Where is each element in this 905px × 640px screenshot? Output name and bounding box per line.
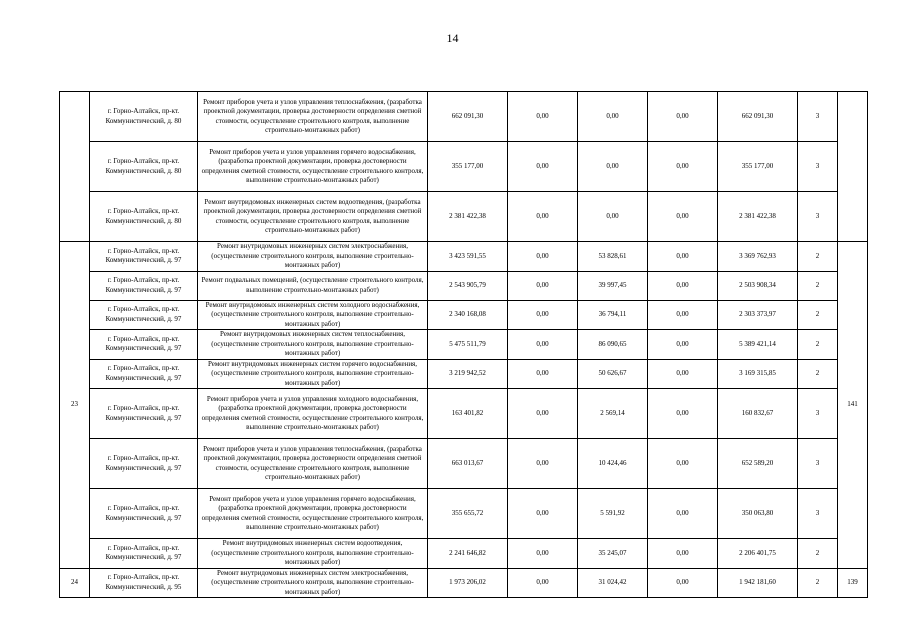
cost-column-1-cell: 0,00 — [508, 92, 578, 142]
cost-column-2-cell: 53 828,61 — [578, 242, 648, 272]
address-cell: г. Горно-Алтайск, пр-кт. Коммунистический, д. 97 — [90, 489, 198, 539]
group-last-cell: 139 — [838, 568, 868, 598]
period-cell: 2 — [798, 539, 838, 569]
cost-column-1-cell: 0,00 — [508, 192, 578, 242]
table-row — [60, 568, 868, 598]
cost-column-1-cell: 0,00 — [508, 359, 578, 389]
cost-column-1-cell: 0,00 — [508, 389, 578, 439]
cost-column-1-cell: 0,00 — [508, 330, 578, 360]
cost-column-3-cell: 0,00 — [648, 271, 718, 300]
cost-column-4-cell: 3 369 762,93 — [718, 242, 798, 272]
cost-column-2-cell: 5 591,92 — [578, 489, 648, 539]
work-description-cell: Ремонт приборов учета и узлов управления горячего водоснабжения, (разработка проектной документации, проверка достоверности определения сметной стоимости, осуществление строительного контроля, выполнение строительно-монтажных работ) — [198, 489, 428, 539]
period-cell: 3 — [798, 192, 838, 242]
cost-column-3-cell: 0,00 — [648, 489, 718, 539]
period-cell: 3 — [798, 439, 838, 489]
period-cell: 3 — [798, 389, 838, 439]
period-cell: 3 — [798, 489, 838, 539]
cost-column-2-cell: 0,00 — [578, 92, 648, 142]
work-description-cell: Ремонт приборов учета и узлов управления холодного водоснабжения, (разработка проектной документации, проверка достоверности определения сметной стоимости, осуществление строительного контроля, выполнение строительно-монтажных работ) — [198, 389, 428, 439]
work-description-cell: Ремонт внутридомовых инженерных систем электроснабжения, (осуществление строительного контроля, выполнение строительно-монтажных работ) — [198, 242, 428, 272]
period-cell: 3 — [798, 92, 838, 142]
cost-column-1-cell: 0,00 — [508, 300, 578, 330]
work-description-cell: Ремонт внутридомовых инженерных систем электроснабжения, (осуществление строительного контроля, выполнение строительно-монтажных работ) — [198, 568, 428, 598]
total-cost-cell: 3 423 591,55 — [428, 242, 508, 272]
table-row — [60, 330, 868, 360]
cost-column-3-cell: 0,00 — [648, 330, 718, 360]
period-cell: 3 — [798, 142, 838, 192]
table-row — [60, 242, 868, 272]
cost-column-2-cell: 39 997,45 — [578, 271, 648, 300]
cost-column-4-cell: 160 832,67 — [718, 389, 798, 439]
cost-column-3-cell: 0,00 — [648, 300, 718, 330]
address-cell: г. Горно-Алтайск, пр-кт. Коммунистический, д. 97 — [90, 300, 198, 330]
cost-column-3-cell: 0,00 — [648, 539, 718, 569]
address-cell: г. Горно-Алтайск, пр-кт. Коммунистический, д. 97 — [90, 439, 198, 489]
cost-column-3-cell: 0,00 — [648, 192, 718, 242]
cost-column-4-cell: 2 206 401,75 — [718, 539, 798, 569]
cost-column-1-cell: 0,00 — [508, 568, 578, 598]
cost-column-4-cell: 1 942 181,60 — [718, 568, 798, 598]
cost-column-3-cell: 0,00 — [648, 142, 718, 192]
cost-column-1-cell: 0,00 — [508, 539, 578, 569]
work-description-cell: Ремонт внутридомовых инженерных систем холодного водоснабжения, (осуществление строительного контроля, выполнение строительно-монтажных работ) — [198, 300, 428, 330]
page-number: 14 — [446, 31, 459, 45]
cost-column-1-cell: 0,00 — [508, 489, 578, 539]
total-cost-cell: 355 177,00 — [428, 142, 508, 192]
total-cost-cell: 662 091,30 — [428, 92, 508, 142]
work-description-cell: Ремонт подвальных помещений, (осуществление строительного контроля, выполнение строительно-монтажных работ) — [198, 271, 428, 300]
work-description-cell: Ремонт внутридомовых инженерных систем теплоснабжения, (осуществление строительного контроля, выполнение строительно-монтажных работ) — [198, 330, 428, 360]
cost-column-4-cell: 355 177,00 — [718, 142, 798, 192]
cost-column-1-cell: 0,00 — [508, 439, 578, 489]
cost-column-1-cell: 0,00 — [508, 271, 578, 300]
cost-column-4-cell: 2 503 908,34 — [718, 271, 798, 300]
total-cost-cell: 2 543 905,79 — [428, 271, 508, 300]
work-description-cell: Ремонт приборов учета и узлов управления теплоснабжения, (разработка проектной документации, проверка достоверности определения сметной стоимости, осуществление строительного контроля, выполнение строительно-монтажных работ) — [198, 92, 428, 142]
cost-column-1-cell: 0,00 — [508, 242, 578, 272]
address-cell: г. Горно-Алтайск, пр-кт. Коммунистический, д. 80 — [90, 142, 198, 192]
period-cell: 2 — [798, 330, 838, 360]
address-cell: г. Горно-Алтайск, пр-кт. Коммунистический, д. 95 — [90, 568, 198, 598]
address-cell: г. Горно-Алтайск, пр-кт. Коммунистический, д. 80 — [90, 92, 198, 142]
cost-column-4-cell: 2 381 422,38 — [718, 192, 798, 242]
repair-program-table — [59, 91, 868, 598]
total-cost-cell: 3 219 942,52 — [428, 359, 508, 389]
period-cell: 2 — [798, 568, 838, 598]
table-row — [60, 359, 868, 389]
cost-column-2-cell: 35 245,07 — [578, 539, 648, 569]
table-row — [60, 300, 868, 330]
cost-column-4-cell: 662 091,30 — [718, 92, 798, 142]
group-number-cell: 23 — [60, 242, 90, 569]
period-cell: 2 — [798, 359, 838, 389]
cost-column-4-cell: 3 169 315,85 — [718, 359, 798, 389]
table-row — [60, 539, 868, 569]
period-cell: 2 — [798, 300, 838, 330]
group-number-cell — [60, 92, 90, 242]
cost-column-4-cell: 652 589,20 — [718, 439, 798, 489]
group-last-cell: 141 — [838, 242, 868, 569]
cost-column-2-cell: 10 424,46 — [578, 439, 648, 489]
group-last-cell — [838, 92, 868, 242]
table-row — [60, 142, 868, 192]
cost-column-4-cell: 5 389 421,14 — [718, 330, 798, 360]
group-number-cell: 24 — [60, 568, 90, 598]
cost-column-2-cell: 0,00 — [578, 142, 648, 192]
address-cell: г. Горно-Алтайск, пр-кт. Коммунистический, д. 97 — [90, 330, 198, 360]
cost-column-2-cell: 0,00 — [578, 192, 648, 242]
cost-column-3-cell: 0,00 — [648, 92, 718, 142]
address-cell: г. Горно-Алтайск, пр-кт. Коммунистический, д. 80 — [90, 192, 198, 242]
work-description-cell: Ремонт приборов учета и узлов управления теплоснабжения, (разработка проектной документации, проверка достоверности определения сметной стоимости, осуществление строительного контроля, выполнение строительно-монтажных работ) — [198, 439, 428, 489]
table-row — [60, 389, 868, 439]
address-cell: г. Горно-Алтайск, пр-кт. Коммунистический, д. 97 — [90, 359, 198, 389]
total-cost-cell: 663 013,67 — [428, 439, 508, 489]
cost-column-2-cell: 36 794,11 — [578, 300, 648, 330]
total-cost-cell: 1 973 206,02 — [428, 568, 508, 598]
cost-column-3-cell: 0,00 — [648, 439, 718, 489]
cost-column-2-cell: 86 090,65 — [578, 330, 648, 360]
table-row — [60, 489, 868, 539]
address-cell: г. Горно-Алтайск, пр-кт. Коммунистический, д. 97 — [90, 539, 198, 569]
cost-column-2-cell: 2 569,14 — [578, 389, 648, 439]
cost-column-3-cell: 0,00 — [648, 242, 718, 272]
total-cost-cell: 355 655,72 — [428, 489, 508, 539]
cost-column-2-cell: 50 626,67 — [578, 359, 648, 389]
work-description-cell: Ремонт внутридомовых инженерных систем водоотведения, (разработка проектной документации, проверка достоверности определения сметной стоимости, осуществление строительного контроля, выполнение строительно-монтажных работ) — [198, 192, 428, 242]
cost-column-2-cell: 31 024,42 — [578, 568, 648, 598]
total-cost-cell: 5 475 511,79 — [428, 330, 508, 360]
address-cell: г. Горно-Алтайск, пр-кт. Коммунистический, д. 97 — [90, 389, 198, 439]
work-description-cell: Ремонт внутридомовых инженерных систем горячего водоснабжения, (осуществление строительного контроля, выполнение строительно-монтажных работ) — [198, 359, 428, 389]
work-description-cell: Ремонт приборов учета и узлов управления горячего водоснабжения, (разработка проектной документации, проверка достоверности определения сметной стоимости, осуществление строительного контроля, выполнение строительно-монтажных работ) — [198, 142, 428, 192]
total-cost-cell: 163 401,82 — [428, 389, 508, 439]
total-cost-cell: 2 340 168,08 — [428, 300, 508, 330]
table-row — [60, 92, 868, 142]
cost-column-3-cell: 0,00 — [648, 389, 718, 439]
period-cell: 2 — [798, 271, 838, 300]
table-row — [60, 271, 868, 300]
total-cost-cell: 2 381 422,38 — [428, 192, 508, 242]
cost-column-4-cell: 350 063,80 — [718, 489, 798, 539]
table-row — [60, 439, 868, 489]
cost-column-1-cell: 0,00 — [508, 142, 578, 192]
total-cost-cell: 2 241 646,82 — [428, 539, 508, 569]
address-cell: г. Горно-Алтайск, пр-кт. Коммунистический, д. 97 — [90, 271, 198, 300]
address-cell: г. Горно-Алтайск, пр-кт. Коммунистический, д. 97 — [90, 242, 198, 272]
cost-column-3-cell: 0,00 — [648, 359, 718, 389]
cost-column-3-cell: 0,00 — [648, 568, 718, 598]
table-row — [60, 192, 868, 242]
period-cell: 2 — [798, 242, 838, 272]
work-description-cell: Ремонт внутридомовых инженерных систем водоотведения, (осуществление строительного контроля, выполнение строительно-монтажных работ) — [198, 539, 428, 569]
cost-column-4-cell: 2 303 373,97 — [718, 300, 798, 330]
